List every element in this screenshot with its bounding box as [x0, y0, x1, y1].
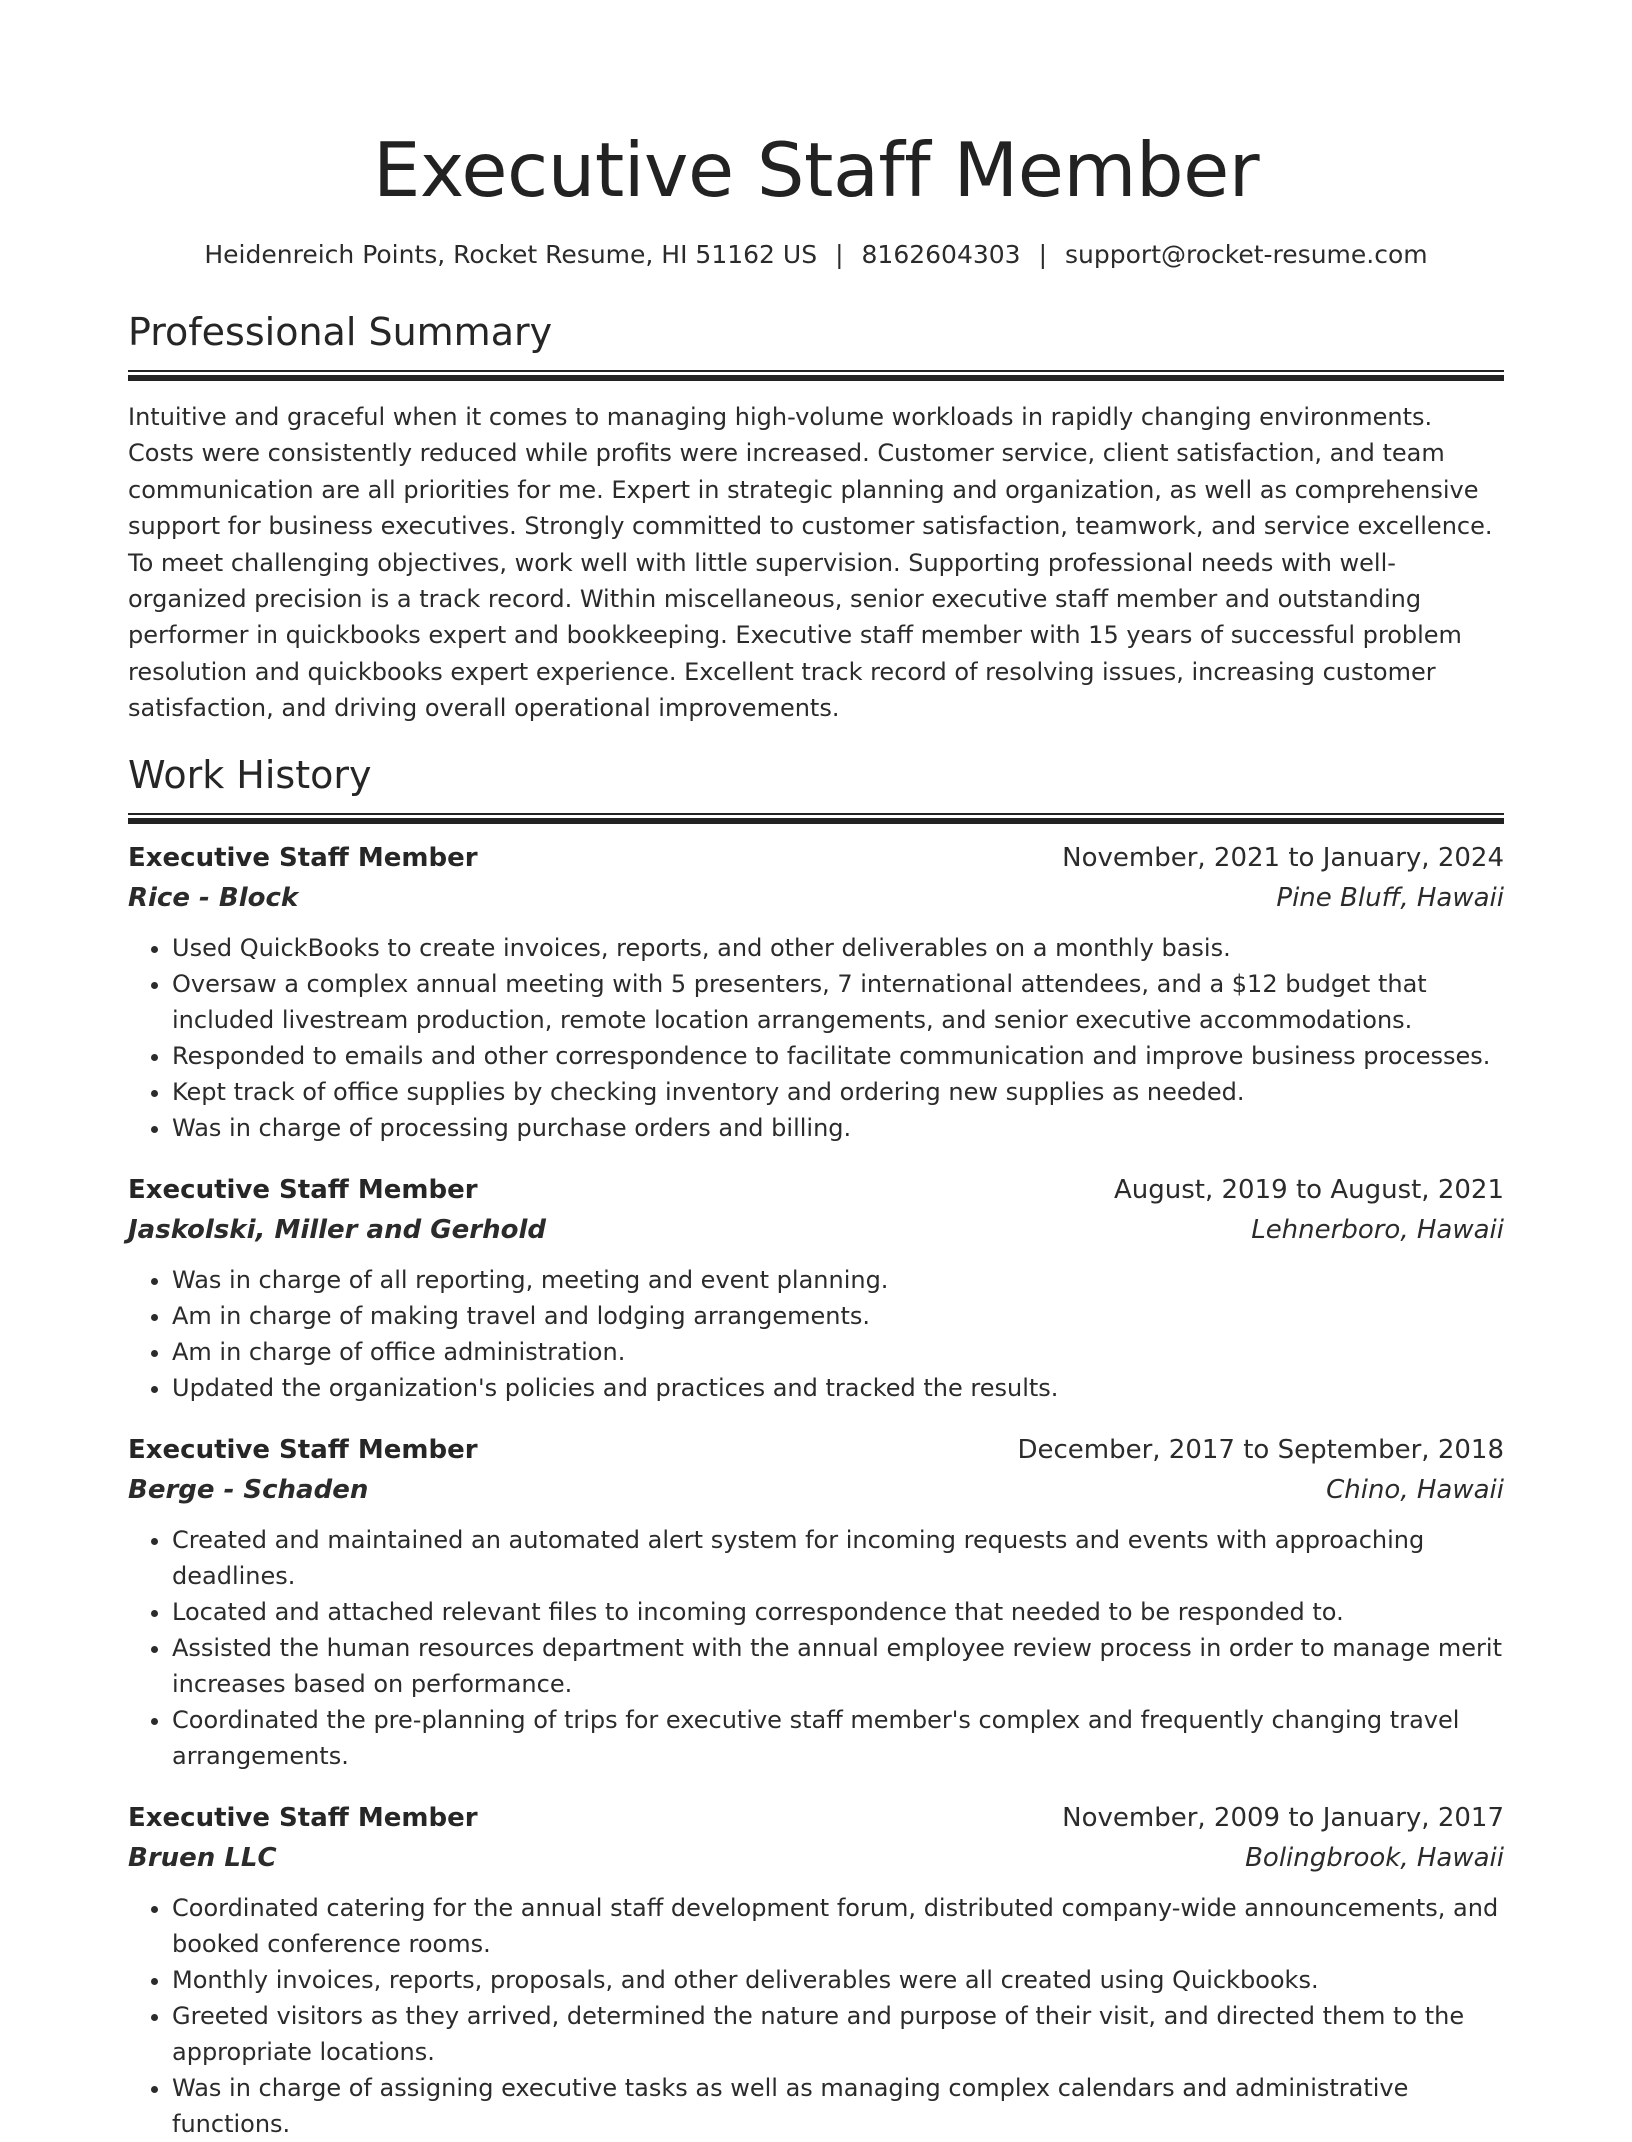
- section-divider: [128, 370, 1504, 381]
- job-subheader-row: [128, 1470, 1504, 1510]
- job-entry: [128, 838, 1504, 1146]
- job-bullets: [128, 1522, 1504, 1774]
- list-item: • Used QuickBooks to create invoices, reports, and other deliverables on a monthly basis.: [172, 930, 1504, 966]
- job-header-row: [128, 1170, 1504, 1210]
- professional-summary-section: [128, 308, 1504, 727]
- contact-line: [128, 238, 1504, 272]
- job-bullets: [128, 1262, 1504, 1406]
- job-dates: August, 2019 to August, 2021: [1114, 1174, 1504, 1205]
- contact-separator: |: [1038, 240, 1048, 269]
- job-entry: [128, 1170, 1504, 1406]
- job-dates: December, 2017 to September, 2018: [1017, 1434, 1504, 1465]
- list-item: • Located and attached relevant files to incoming correspondence that needed to be responded to.: [172, 1594, 1504, 1630]
- job-bullets: [128, 930, 1504, 1146]
- job-bullets: [128, 1890, 1504, 2142]
- contact-address: Heidenreich Points, Rocket Resume, HI 51162 US: [204, 240, 818, 269]
- list-item: • Oversaw a complex annual meeting with 5 presenters, 7 international attendees, and a $12 budget that included livestream production, remote location arrangements, and senior executive accommodations.: [172, 966, 1504, 1038]
- list-item: • Am in charge of making travel and lodging arrangements.: [172, 1298, 1504, 1334]
- job-subheader-row: [128, 878, 1504, 918]
- job-title: Executive Staff Member: [128, 1802, 478, 1833]
- contact-separator: |: [835, 240, 844, 269]
- job-entry: [128, 1798, 1504, 2142]
- job-location: Pine Bluff, Hawaii: [1276, 882, 1504, 913]
- job-location: Lehnerboro, Hawaii: [1251, 1214, 1504, 1245]
- job-location: Chino, Hawaii: [1326, 1474, 1504, 1505]
- list-item: • Created and maintained an automated alert system for incoming requests and events with approaching deadlines.: [172, 1522, 1504, 1594]
- job-company: Rice - Block: [128, 882, 299, 913]
- contact-email[interactable]: support@rocket-resume.com: [1065, 240, 1428, 269]
- list-item: • Was in charge of assigning executive tasks as well as managing complex calendars and administrative functions.: [172, 2070, 1504, 2142]
- list-item: • Monthly invoices, reports, proposals, and other deliverables were all created using Quickbooks.: [172, 1962, 1504, 1998]
- section-title-work-history: Work History: [128, 752, 372, 797]
- job-company: Jaskolski, Miller and Gerhold: [128, 1214, 546, 1245]
- job-subheader-row: [128, 1838, 1504, 1878]
- contact-phone: 8162604303: [861, 240, 1021, 269]
- job-company: Bruen LLC: [128, 1842, 277, 1873]
- section-divider: [128, 813, 1504, 824]
- list-item: • Greeted visitors as they arrived, determined the nature and purpose of their visit, and directed them to the appropriate locations.: [172, 1998, 1504, 2070]
- candidate-name: Executive Staff Member: [372, 126, 1260, 214]
- job-dates: November, 2021 to January, 2024: [1062, 842, 1504, 873]
- job-header-row: [128, 1798, 1504, 1838]
- job-dates: November, 2009 to January, 2017: [1062, 1802, 1504, 1833]
- list-item: • Kept track of office supplies by checking inventory and ordering new supplies as needed.: [172, 1074, 1504, 1110]
- list-item: • Responded to emails and other correspondence to facilitate communication and improve business processes.: [172, 1038, 1504, 1074]
- list-item: • Updated the organization's policies and practices and tracked the results.: [172, 1370, 1504, 1406]
- list-item: • Was in charge of all reporting, meeting and event planning.: [172, 1262, 1504, 1298]
- job-title: Executive Staff Member: [128, 842, 478, 873]
- resume-page: [128, 0, 1504, 2142]
- section-title-summary: Professional Summary: [128, 310, 553, 354]
- job-subheader-row: [128, 1210, 1504, 1250]
- list-item: • Assisted the human resources department with the annual employee review process in order to manage merit increases based on performance.: [172, 1630, 1504, 1702]
- job-entry: [128, 1430, 1504, 1774]
- job-title: Executive Staff Member: [128, 1174, 478, 1205]
- list-item: • Coordinated the pre-planning of trips for executive staff member's complex and frequently changing travel arrangements.: [172, 1702, 1504, 1774]
- job-header-row: [128, 1430, 1504, 1470]
- work-history-section: [128, 751, 1504, 2142]
- job-title: Executive Staff Member: [128, 1434, 478, 1465]
- job-location: Bolingbrook, Hawaii: [1245, 1842, 1504, 1873]
- list-item: • Coordinated catering for the annual staff development forum, distributed company-wide announcements, and booked conference rooms.: [172, 1890, 1504, 1962]
- summary-text: Intuitive and graceful when it comes to managing high-volume workloads in rapidly changing environments. Costs were consistently reduced while profits were increased. Customer service, client satisfaction, and team communication are all priorities for me. Expert in strategic planning and organization, as well as comprehensive support for business executives. Strongly committed to customer satisfaction, teamwork, and service excellence. To meet challenging objectives, work well with little supervision. Supporting professional needs with well-organized precision is a track record. Within miscellaneous, senior executive staff member and outstanding performer in quickbooks expert and bookkeeping. Executive staff member with 15 years of successful problem resolution and quickbooks expert experience. Excellent track record of resolving issues, increasing customer satisfaction, and driving overall operational improvements.: [128, 403, 1493, 723]
- job-company: Berge - Schaden: [128, 1474, 369, 1505]
- job-header-row: [128, 838, 1504, 878]
- list-item: • Am in charge of office administration.: [172, 1334, 1504, 1370]
- list-item: • Was in charge of processing purchase orders and billing.: [172, 1110, 1504, 1146]
